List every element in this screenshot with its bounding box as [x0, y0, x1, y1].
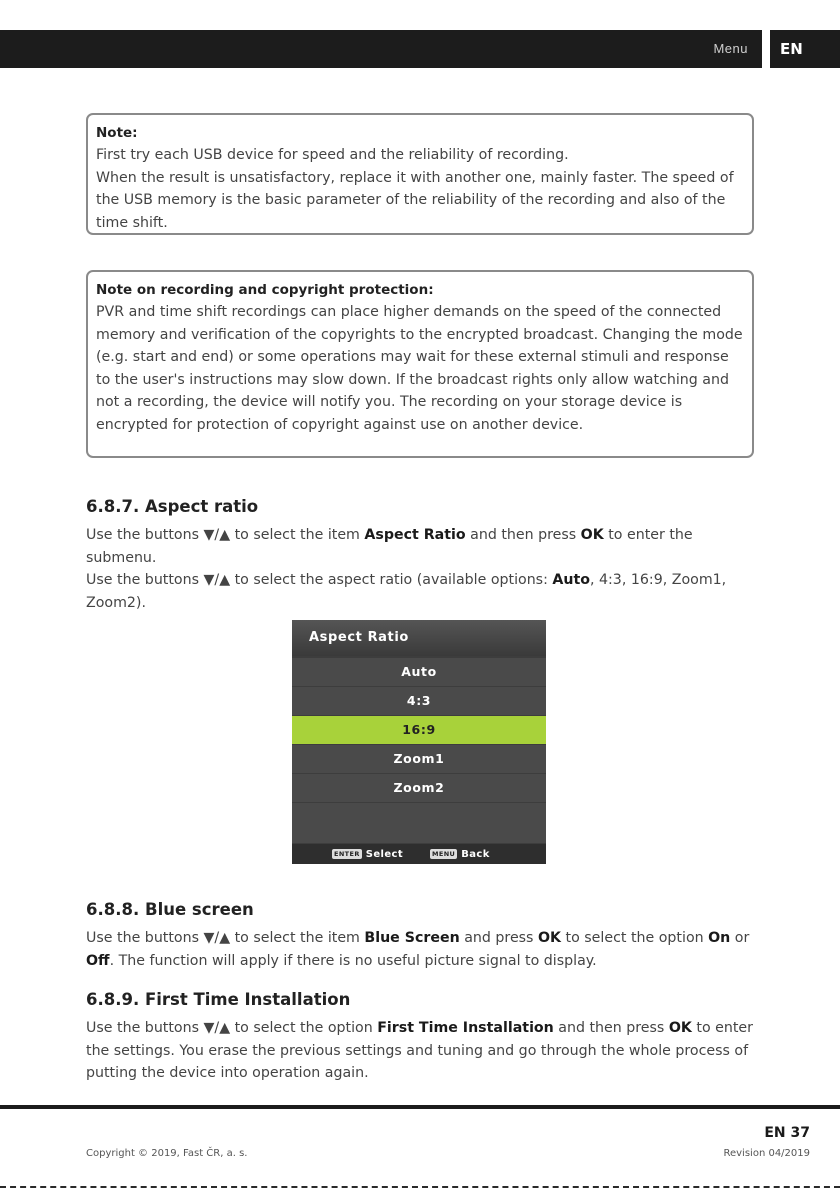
enter-key-icon: ENTER	[334, 850, 360, 858]
note-title: Note:	[96, 125, 138, 141]
menu-footer	[292, 844, 546, 864]
menu-key-icon: MENU	[432, 850, 456, 858]
note-box-copyright	[86, 270, 754, 458]
menu-item-4-3[interactable]: 4:3	[292, 687, 546, 715]
paragraph: Use the buttons ▼/▲ to select the aspect ratio (available options: Auto, 4:3, 16:9, Zoom1, Zoom2).	[86, 572, 727, 611]
note-title: Note on recording and copyright protection:	[96, 282, 434, 298]
section-heading-aspect-ratio: 6.8.7. Aspect ratio	[86, 497, 259, 516]
menu-item-auto[interactable]: Auto	[292, 658, 546, 686]
back-hint: MENU Back	[432, 849, 490, 860]
language-badge: EN	[770, 30, 840, 68]
menu-title: Aspect Ratio	[292, 620, 546, 656]
copyright: Copyright © 2019, Fast ČR, a. s.	[86, 1148, 248, 1159]
menu-item-16-9-selected[interactable]: 16:9	[292, 716, 546, 744]
page-number: EN 37	[764, 1125, 810, 1141]
section-heading-first-time-installation: 6.8.9. First Time Installation	[86, 990, 351, 1009]
menu-item-zoom2[interactable]: Zoom2	[292, 774, 546, 802]
paragraph: Use the buttons ▼/▲ to select the item Aspect Ratio and then press OK to enter the submenu.	[86, 527, 693, 566]
menu-label: Menu	[713, 41, 748, 56]
note-text: PVR and time shift recordings can place higher demands on the speed of the connected memory and verification of the copyrights to the encrypted broadcast. Changing the mode (e.g. start and end) or some operations may wait for these external stimuli and response to the user's instructions may slow down. If the broadcast rights only allow watching and not a recording, the device will notify you. The recording on your storage device is encrypted for protection of copyright against use on another device.	[96, 304, 743, 433]
bottom-dashed-line	[0, 1186, 840, 1188]
paragraph: Use the buttons ▼/▲ to select the option First Time Installation and then press OK to enter the settings. You erase the previous settings and tuning and go through the whole process of putting the device into operation again.	[86, 1020, 753, 1081]
menu-item-zoom1[interactable]: Zoom1	[292, 745, 546, 773]
section-heading-blue-screen: 6.8.8. Blue screen	[86, 900, 254, 919]
footer-rule	[0, 1105, 840, 1109]
revision: Revision 04/2019	[723, 1148, 810, 1159]
aspect-ratio-menu-screenshot	[292, 620, 546, 864]
header-bar	[0, 30, 762, 68]
note-line: First try each USB device for speed and the reliability of recording.	[96, 147, 569, 163]
select-hint: ENTER Select	[334, 849, 404, 860]
note-box-usb	[86, 113, 754, 235]
note-line: When the result is unsatisfactory, replace it with another one, mainly faster. The speed of the USB memory is the basic parameter of the reliability of the recording and also of the time shift.	[96, 169, 734, 231]
menu-empty-row	[292, 803, 546, 843]
paragraph: Use the buttons ▼/▲ to select the item Blue Screen and press OK to select the option On or Off. The function will apply if there is no useful picture signal to display.	[86, 930, 750, 969]
